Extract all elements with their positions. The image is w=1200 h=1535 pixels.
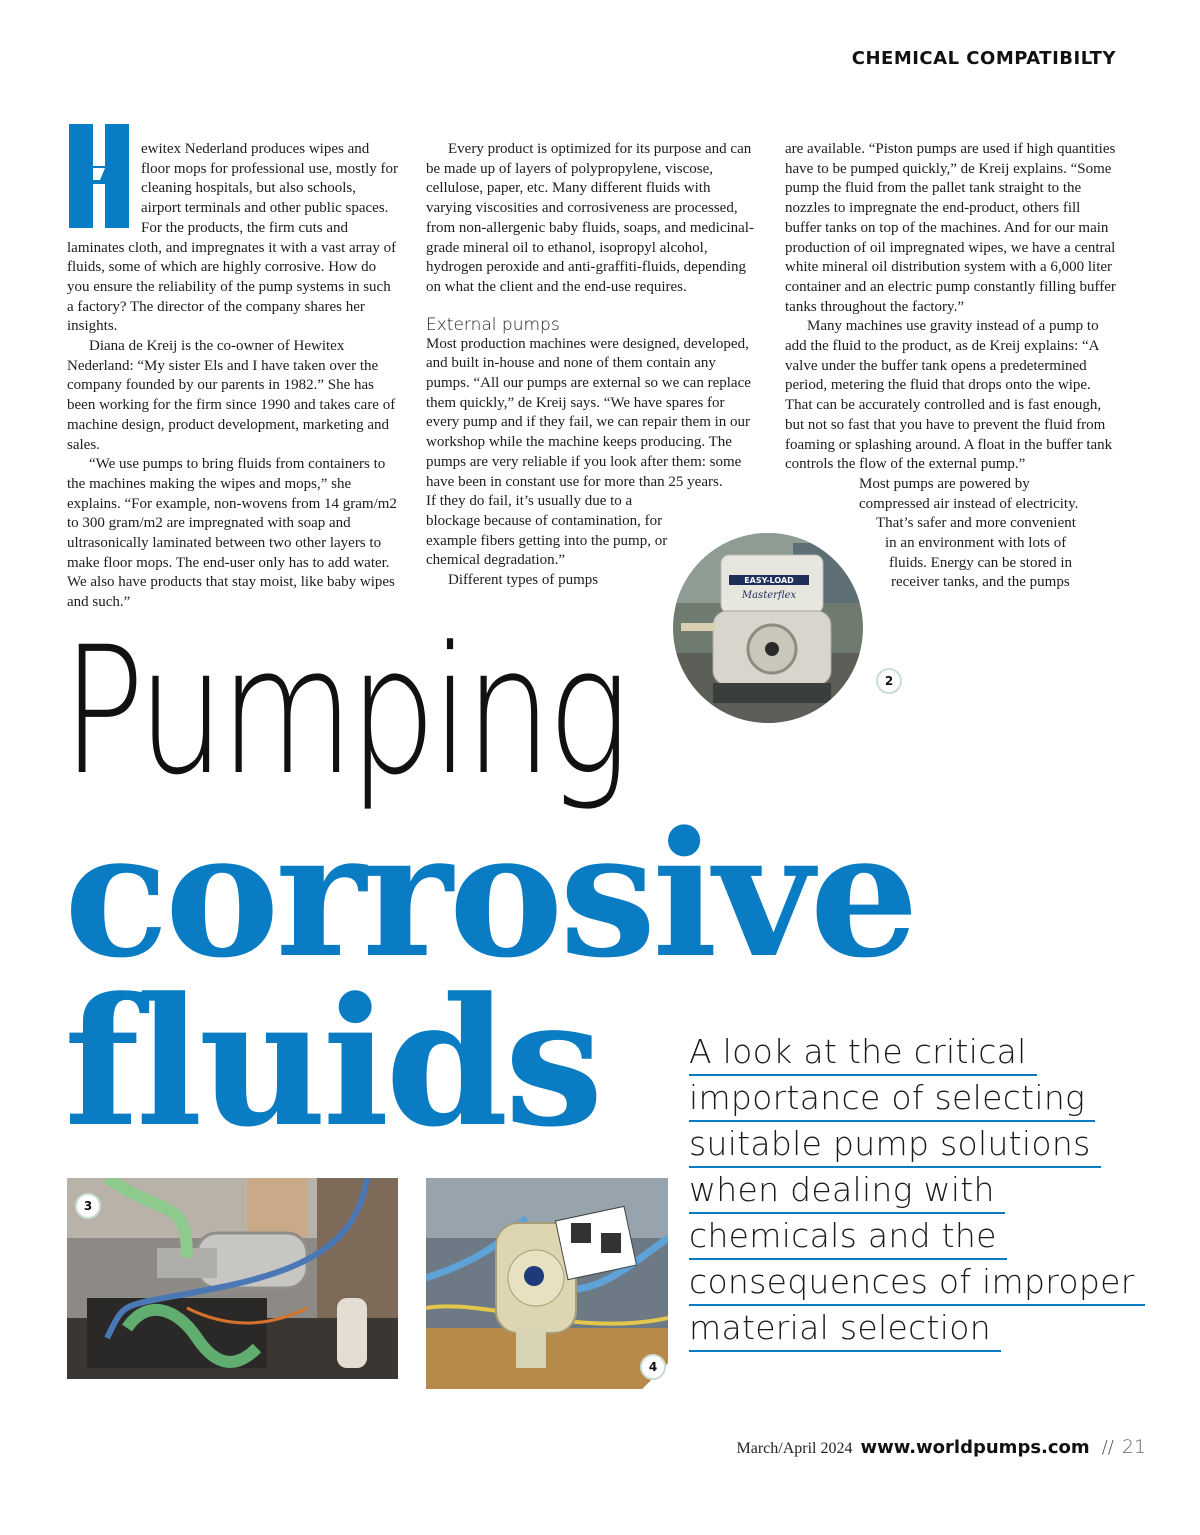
photo-number-badge: 2 — [876, 668, 902, 694]
text-line: receiver tanks, and the pumps — [891, 574, 1070, 591]
paragraph: “We use pumps to bring fluids from containers to the machines making the wipes and mops,” she explains. “For example, non-wovens from 14 gram/m2 to 300 gram/m2 are impregnated with soap and ultrasonically laminated between two other layers to make floor mops. The end-user only has to add water. We also have products that stay moist, like baby wipes and such.” — [67, 456, 397, 611]
paragraph: Many machines use gravity instead of a pump to add the fluid to the product, as de Kreij explains: “A valve under the buffer tank opens a predetermined period, metering the fluid that drops onto the wipe. That can be accurately controlled and is fast enough, but not so fast that you have to prevent the fluid from foaming or splashing around. A float in the buffer tank controls the flow of the external pump.” — [785, 318, 1113, 473]
issue-date: March/April 2024 — [736, 1440, 853, 1457]
headline-line-2: corrosive — [64, 793, 915, 996]
paragraph: If they do fail, it’s usually due to a blockage because of contamination, for example fibers getting into the pump, or chemical degradation.” — [426, 493, 668, 569]
photo-diaphragm-pump — [426, 1178, 668, 1389]
footer-separator: // — [1101, 1437, 1114, 1458]
photo-number-badge: 4 — [640, 1354, 666, 1380]
standfirst-line: importance of selecting — [689, 1076, 1095, 1122]
standfirst-line: chemicals and the — [689, 1214, 1007, 1260]
subheading: External pumps — [426, 314, 560, 335]
standfirst-line: when dealing with — [689, 1168, 1005, 1214]
article-column-2 — [426, 140, 756, 591]
paragraph: are available. “Piston pumps are used if high quantities have to be pumped quickly,” de Kreij explains. “Some pump the fluid from the pallet tank straight to the nozzles to impregnate the end-product, others fill buffer tanks on top of the machines. And for our main production of oil impregnated wipes, we have a central white mineral oil distribution system with a 6,000 liter container and an electric pump constantly filling buffer tanks throughout the factory.” — [785, 141, 1116, 315]
website-link[interactable]: www.worldpumps.com — [860, 1437, 1090, 1458]
pump-brand-label: EASY-LOAD — [744, 576, 794, 585]
page-footer — [737, 1436, 1147, 1458]
pump-model-label: Masterflex — [741, 590, 797, 601]
paragraph: Different types of pumps — [448, 572, 599, 589]
article-column-3 — [785, 140, 1117, 593]
standfirst-line: suitable pump solutions — [689, 1122, 1101, 1168]
photo-piston-pump — [67, 1178, 398, 1379]
standfirst-line: material selection — [689, 1306, 1001, 1352]
text-line: compressed air instead of electricity. — [859, 495, 1079, 512]
drop-cap-h-icon — [67, 122, 131, 230]
paragraph: Every product is optimized for its purpose and can be made up of layers of polypropylene, viscose, cellulose, paper, etc. Many different fluids with varying viscosities and corrosiveness are processed, from non-allergenic baby fluids, soaps, and medicinal-grade mineral oil to ethanol, isopropyl alcohol, hydrogen peroxide and anti-graffiti-fluids, depending on what the client and the end-use requires. — [426, 141, 754, 295]
paragraph: Diana de Kreij is the co-owner of Hewitex Nederland: “My sister Els and I have taken over the company founded by our parents in 1982.” She has been working for the firm since 1990 and takes care of machine design, product development, marketing and sales. — [67, 338, 396, 453]
text-line: That’s safer and more convenient — [876, 515, 1076, 532]
headline-line-1: Pumping — [62, 609, 626, 814]
article-column-1 — [67, 140, 399, 613]
text-line: in an environment with lots of — [885, 535, 1067, 552]
standfirst-line: A look at the critical — [689, 1030, 1037, 1076]
section-label: CHEMICAL COMPATIBILTY — [851, 48, 1116, 69]
headline-line-3: fluids — [64, 959, 600, 1166]
photo-peristaltic-pump — [673, 533, 863, 723]
page-number: 21 — [1121, 1436, 1146, 1458]
text-line: Most pumps are powered by — [859, 475, 1030, 492]
photo-number-badge: 3 — [75, 1193, 101, 1219]
standfirst — [689, 1030, 1135, 1352]
paragraph: Most production machines were designed, developed, and built in-house and none of them contain any pumps. “All our pumps are external so we can replace them quickly,” de Kreij says. “We have spares for every pump and if they fail, we can repair them in our workshop while the machine keeps producing. The pumps are very reliable if you look after them: some have been in constant use for more than 25 years. — [426, 335, 751, 490]
paragraph: ewitex Nederland produces wipes and floor mops for professional use, mostly for cleaning hospitals, but also schools, airport terminals and other public spaces. For the products, the firm cuts and laminates cloth, and impregnates it with a vast array of fluids, some of which are highly corrosive. How do you ensure the reliability of the pump systems in such a factory? The director of the company shares her insights. — [67, 141, 399, 335]
text-line: fluids. Energy can be stored in — [889, 554, 1073, 571]
standfirst-line: consequences of improper — [689, 1260, 1145, 1306]
